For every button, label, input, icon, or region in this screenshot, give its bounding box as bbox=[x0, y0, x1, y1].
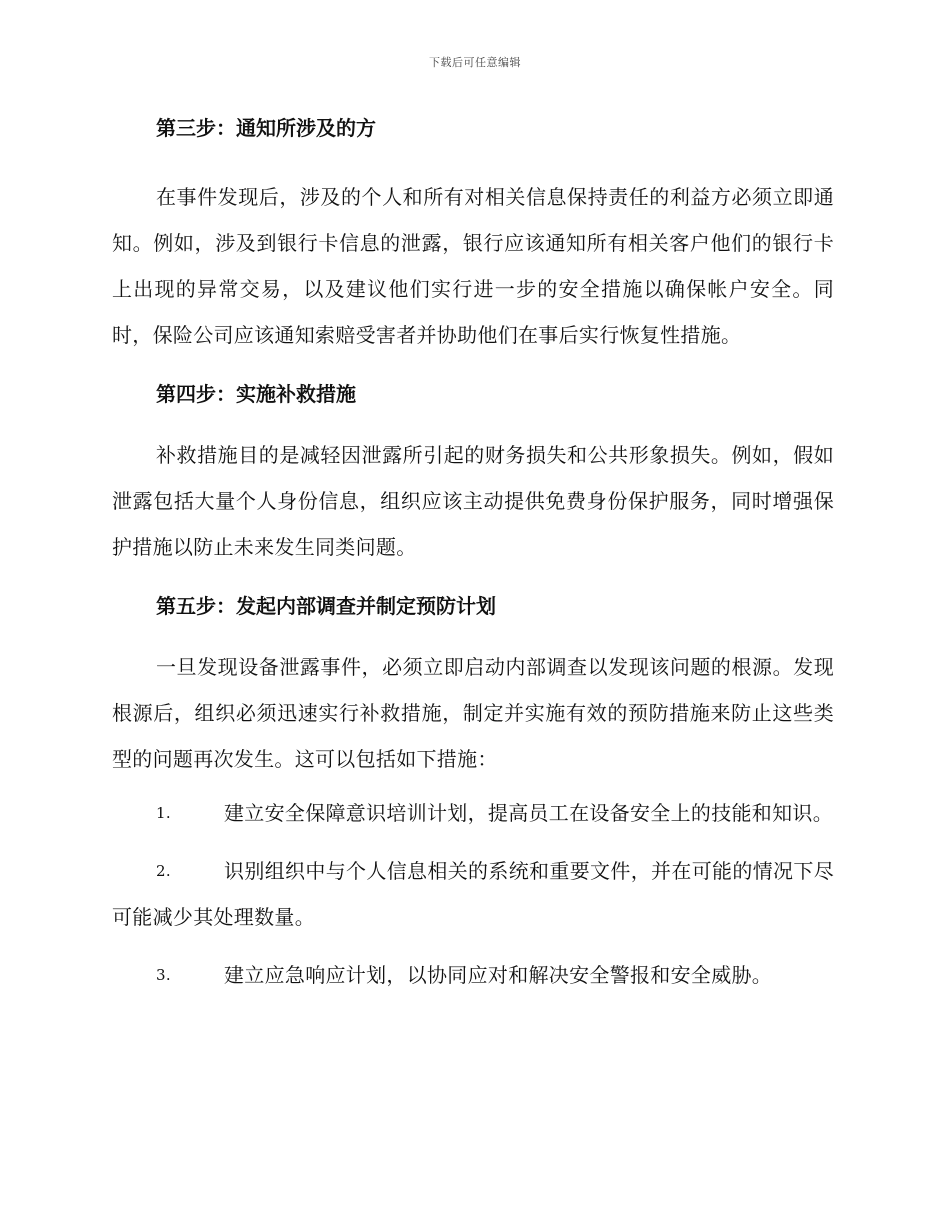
document-body bbox=[112, 112, 834, 998]
step3-paragraph: 在事件发现后，涉及的个人和所有对相关信息保持责任的利益方必须立即通知。例如，涉及到银行卡信息的泄露，银行应该通知所有相关客户他们的银行卡上出现的异常交易，以及建议他们实行进一步的安全措施以确保帐户安全。同时，保险公司应该通知索赔受害者并协助他们在事后实行恢复性措施。 bbox=[112, 185, 834, 347]
list-item-text: 建立安全保障意识培训计划，提高员工在设备安全上的技能和知识。 bbox=[224, 801, 833, 825]
list-item-number: 3. bbox=[156, 966, 171, 984]
step4-heading: 第四步：实施补救措施 bbox=[156, 382, 356, 406]
list-item bbox=[112, 848, 834, 940]
page-header: 下载后可任意编辑 bbox=[429, 56, 521, 69]
list-item bbox=[112, 790, 834, 836]
step5-heading: 第五步：发起内部调查并制定预防计划 bbox=[156, 594, 496, 618]
list-item bbox=[112, 952, 834, 998]
list-item-number: 2. bbox=[156, 862, 171, 880]
list-item-text: 识别组织中与个人信息相关的系统和重要文件，并在可能的情况下尽可能减少其处理数量。 bbox=[112, 859, 834, 929]
list-item-number: 1. bbox=[156, 804, 171, 822]
step4-paragraph: 补救措施目的是减轻因泄露所引起的财务损失和公共形象损失。例如，假如泄露包括大量个人身份信息，组织应该主动提供免费身份保护服务，同时增强保护措施以防止未来发生同类问题。 bbox=[112, 443, 834, 559]
list-item-text: 建立应急响应计划，以协同应对和解决安全警报和安全威胁。 bbox=[224, 963, 773, 987]
step3-heading: 第三步：通知所涉及的方 bbox=[156, 116, 376, 140]
step5-paragraph: 一旦发现设备泄露事件，必须立即启动内部调查以发现该问题的根源。发现根源后，组织必须迅速实行补救措施，制定并实施有效的预防措施来防止这些类型的问题再次发生。这可以包括如下措施： bbox=[112, 655, 834, 771]
